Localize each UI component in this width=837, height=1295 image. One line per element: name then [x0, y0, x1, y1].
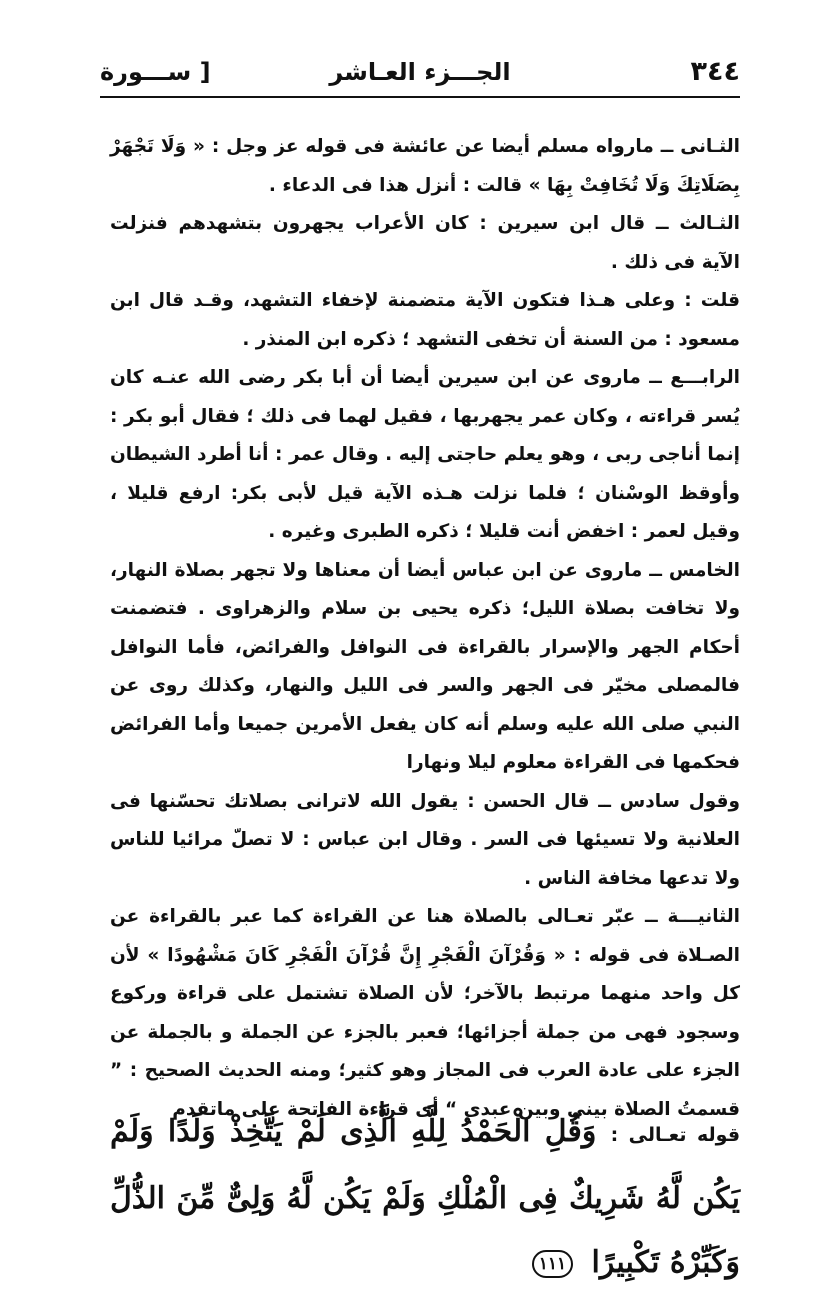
paragraph-fourth: الرابـــع ــ ماروى عن ابن سيرين أيضا أن أبا بكر رضى الله عنـه كان يُسر قراءته ، وكان عمر يجهربها ، فقيل لهما فى ذلك ؛ فقال أبو بكر : إنما أناجى ربى ، وهو يعلم حاجتى إليه . وقال عمر : أنا أطرد الشيطان وأوقظ الوسْنان ؛ فلما نزلت هـذه الآية قيل لأبى بكر: ارفع قليلا ، وقيل لعمر : اخفض أنت قليلا ؛ ذكره الطبرى وغيره . [110, 367, 740, 542]
paragraph-third: الثـالث ــ قال ابن سيرين : كان الأعراب يجهرون بتشهدهم فنزلت الآية فى ذلك . [110, 213, 740, 273]
paragraph-fifth: الخامس ــ ماروى عن ابن عباس أيضا أن معناها ولا تجهر بصلاة النهار، ولا تخافت بصلاة الليل؛ ذكره يحيى بن سلام والزهراوى . فتضمنت أحكام الجهر والإسرار بالقراءة فى النوافل والفرائض، فأما النوافل فالمصلى مخيّر فى الجهر والسر فى الليل والنهار، وكذلك روى عن النبي صلى الله عليه وسلم أنه كان يفعل الأمرين جميعا وأما الفرائض فحكمها فى القراءة معلوم ليلا ونهارا [110, 559, 740, 773]
verse-intro: قوله تعـالى : [610, 1124, 741, 1146]
verse-text: وَقُلِ الْحَمْدُ لِلَّهِ الَّذِى لَمْ يَتَّخِذْ وَلَدًا وَلَمْ يَكُن لَّهُ شَرِيكٌ فِى الْمُلْكِ وَلَمْ يَكُن لَّهُ وَلِىٌّ مِّنَ الذُّلِّ وَكَبِّرْهُ تَكْبِيرًا [110, 1114, 740, 1280]
verse-number-marker: ١١١ [532, 1250, 573, 1278]
quran-verse [110, 1100, 740, 1295]
header-divider [100, 96, 740, 98]
paragraph-second-issue: الثانيـــة ــ عبّر تعـالى بالصلاة هنا عن القراءة كما عبر بالقراءة عن الصـلاة فى قوله : « وَقُرْآنَ الْفَجْرِ إِنَّ قُرْآنَ الْفَجْرِ كَانَ مَشْهُودًا » لأن كل واحد منهما مرتبط بالآخر؛ لأن الصلاة تشتمل على قراءة وركوع وسجود فهى من جملة أجزائها؛ فعبر بالجزء عن الجملة و بالجملة عن الجزء على عادة العرب فى المجاز وهو كثير؛ ومنه الحديث الصحيح : ” قسمتُ الصلاة بينى وبين عبدى “ أى قراءة الفاتحة على ماتقدم [110, 906, 740, 1120]
page-header [100, 52, 740, 94]
paragraph-second: الثـانى ــ مارواه مسلم أيضا عن عائشة فى قوله عز وجل : « وَلَا تَجْهَرْ بِصَلَاتِكَ وَلَا تُخَافِتْ بِهَا » قالت : أنزل هذا فى الدعاء . [110, 136, 740, 196]
body-text [110, 128, 740, 1129]
running-title: الجـــزء العـاشر [329, 58, 511, 86]
page-number: ٣٤٤ [690, 56, 740, 87]
paragraph-sixth: وقول سادس ــ قال الحسن : يقول الله لاترانى بصلاتك تحسّنها فى العلانية ولا تسيئها فى السر . وقال ابن عباس : لا تصلّ مرائيا للناس ولا تدعها مخافة الناس . [110, 790, 740, 889]
surah-label: [ ســـورة [100, 58, 211, 86]
paragraph-note: قلت : وعلى هـذا فتكون الآية متضمنة لإخفاء التشهد، وقـد قال ابن مسعود : من السنة أن تخفى التشهد ؛ ذكره ابن المنذر . [110, 290, 740, 350]
